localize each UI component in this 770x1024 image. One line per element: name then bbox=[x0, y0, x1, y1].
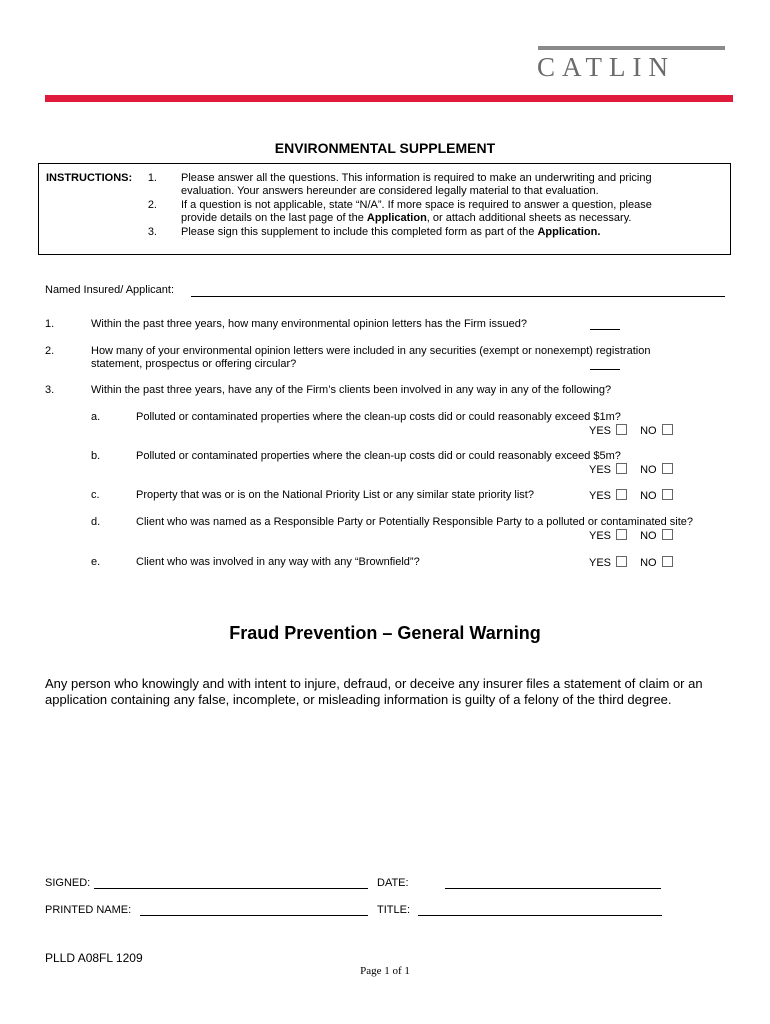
yes-no-choice: YES NO bbox=[589, 489, 673, 502]
title-field[interactable] bbox=[418, 915, 662, 916]
yes-checkbox[interactable] bbox=[616, 529, 627, 540]
no-checkbox[interactable] bbox=[662, 556, 673, 567]
fraud-warning-text: Any person who knowingly and with intent to injure, defraud, or deceive any insurer files a statement of claim or an application containing any false, incomplete, or misleading information is guilty of a felony of the third degree. bbox=[45, 676, 703, 707]
signed-label: SIGNED: bbox=[45, 877, 91, 889]
answer-blank[interactable] bbox=[590, 328, 620, 330]
yes-checkbox[interactable] bbox=[616, 424, 627, 435]
instruction-text: Please answer all the questions. This information is required to make an underwriting and pricing bbox=[181, 172, 652, 184]
sub-question-text: Client who was named as a Responsible Party or Potentially Responsible Party to a polluted or contaminated site? bbox=[136, 516, 694, 528]
instruction-text: evaluation. Your answers hereunder are considered legally material to that evaluation. bbox=[181, 185, 599, 197]
sub-question-text: Polluted or contaminated properties where the clean-up costs did or could reasonably exceed $1m? bbox=[136, 411, 621, 423]
date-label: DATE: bbox=[377, 877, 409, 889]
answer-blank[interactable] bbox=[590, 368, 620, 370]
printed-name-label: PRINTED NAME: bbox=[45, 904, 132, 916]
no-checkbox[interactable] bbox=[662, 489, 673, 500]
logo-top-bar bbox=[538, 46, 725, 50]
instruction-number: 2. bbox=[147, 199, 157, 211]
form-code: PLLD A08FL 1209 bbox=[45, 951, 143, 965]
page-title: ENVIRONMENTAL SUPPLEMENT bbox=[274, 140, 496, 156]
fraud-warning-title: Fraud Prevention – General Warning bbox=[229, 623, 541, 643]
title-label: TITLE: bbox=[377, 904, 411, 916]
sub-question-letter: d. bbox=[91, 516, 101, 528]
instruction-number: 3. bbox=[147, 226, 157, 238]
page-number: Page 1 of 1 bbox=[360, 965, 410, 977]
yes-no-choice: YES NO bbox=[589, 424, 673, 437]
yes-no-choice: YES NO bbox=[589, 556, 673, 569]
yes-checkbox[interactable] bbox=[616, 463, 627, 474]
question-number: 1. bbox=[45, 318, 55, 330]
yes-checkbox[interactable] bbox=[616, 556, 627, 567]
yes-no-choice: YES NO bbox=[589, 529, 673, 542]
question-text: How many of your environmental opinion letters were included in any securities (exempt or nonexempt) registration bbox=[91, 345, 651, 357]
question-text: Within the past three years, have any of the Firm’s clients been involved in any way in any of the following? bbox=[91, 384, 612, 396]
sub-question-text: Polluted or contaminated properties where the clean-up costs did or could reasonably exceed $5m? bbox=[136, 450, 621, 462]
yes-checkbox[interactable] bbox=[616, 489, 627, 500]
sub-question-letter: c. bbox=[91, 489, 100, 501]
instruction-text: Please sign this supplement to include this completed form as part of the Application. bbox=[181, 226, 601, 238]
question-number: 3. bbox=[45, 384, 55, 396]
sub-question-text: Property that was or is on the National Priority List or any similar state priority list? bbox=[136, 489, 534, 501]
no-checkbox[interactable] bbox=[662, 424, 673, 435]
no-checkbox[interactable] bbox=[662, 463, 673, 474]
printed-name-field[interactable] bbox=[140, 915, 368, 916]
sub-question-letter: b. bbox=[91, 450, 101, 462]
named-insured-label: Named Insured/ Applicant: bbox=[45, 284, 175, 296]
red-header-bar bbox=[45, 95, 733, 102]
instruction-number: 1. bbox=[147, 172, 157, 184]
signed-field[interactable] bbox=[94, 888, 368, 889]
instruction-text: If a question is not applicable, state “N/A”. If more space is required to answer a question, please bbox=[181, 199, 652, 211]
question-text: statement, prospectus or offering circular? bbox=[91, 358, 297, 370]
named-insured-field[interactable] bbox=[191, 296, 725, 297]
date-field[interactable] bbox=[445, 888, 661, 889]
sub-question-text: Client who was involved in any way with any “Brownfield”? bbox=[136, 556, 420, 568]
sub-question-letter: a. bbox=[91, 411, 101, 423]
instructions-label: INSTRUCTIONS: bbox=[46, 172, 133, 184]
yes-no-choice: YES NO bbox=[589, 463, 673, 476]
sub-question-letter: e. bbox=[91, 556, 101, 568]
instruction-text: provide details on the last page of the Application, or attach additional sheets as necessary. bbox=[181, 212, 632, 224]
question-number: 2. bbox=[45, 345, 55, 357]
question-text: Within the past three years, how many environmental opinion letters has the Firm issued? bbox=[91, 318, 527, 330]
catlin-logo: CATLIN bbox=[537, 52, 675, 82]
no-checkbox[interactable] bbox=[662, 529, 673, 540]
